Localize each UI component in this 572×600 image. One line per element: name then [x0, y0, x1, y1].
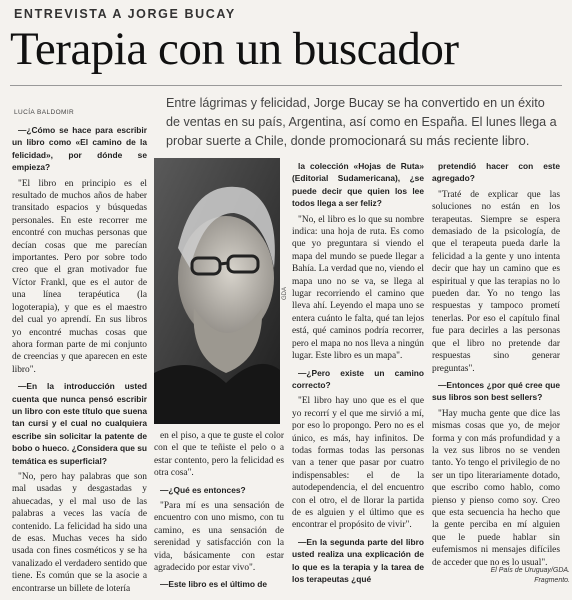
answer-paragraph: "Traté de explicar que las soluciones no están en los terapeutas. Siempre se espera demasiado de la psicología, de que el terapeuta pueda darle la felicidad a la gente y uno intenta decir que hay un camino que es espiritual y que las terapias no lo pueden dar. Yo no tengo las respuestas y tampoco prometí tenerlas. Por eso el capítulo final fue para decirles a las personas que el libro no pretende dar respuestas sino generar preguntas". [432, 189, 560, 374]
question-paragraph: —Entonces ¿por qué cree que sus libros son best sellers? [432, 379, 560, 403]
byline: LUCÍA BALDOMIR [14, 109, 75, 116]
column-3 [292, 160, 424, 589]
question-paragraph: —¿Cómo se hace para escribir un libro como «El camino de la felicidad», por dónde se empieza? [12, 125, 147, 173]
question-paragraph: —Este libro es el último de [160, 579, 268, 590]
answer-paragraph: "Hay mucha gente que dice las mismas cosas que yo, de mejor forma y con más profundidad y a la vez sus libros no se venden tanto. Yo tengo el privilegio de no ser un tipo literariamente dotado, que escribo como hablo, como pienso y pienso como soy. Creo que esta secuencia ha hecho que la gente perciba en mí alguien que le puede hablar sin eufemismos ni mensajes difíciles de acceder que no es lo usual". [432, 408, 560, 568]
author-photo [154, 158, 280, 424]
source-line-2: Fragmento. [534, 577, 570, 584]
answer-paragraph: "Para mí es una sensación de encuentro con uno mismo, con tu camino, es una sensación de serenidad y satisfacción con la vida, básicamente con estar agradecido por estar vivo". [154, 501, 284, 574]
source-line-1: El País de Uruguay/GDA. [490, 567, 570, 574]
answer-paragraph: "No, el libro es lo que su nombre indica: una hoja de ruta. Es como que yo preguntara si viendo el mapa del mundo se puede llegar a Bahía. La verdad que no, viendo el mapa uno no se va, se llega al lugar recorriendo el camino que lleva ahí. Leyendo el mapa uno se entera cuánto le falta, qué tan lejos está, qué caminos podría recorrer, pero el mapa no nos lleva a ningún lugar. Este libro es un mapa". [292, 214, 424, 362]
headline: Terapia con un buscador [10, 23, 459, 75]
answer-paragraph: "El libro en principio es el resultado de muchos años de haber transitado espacios y búsquedas personales. En este recorrer me encontré con muchas personas que decían cosas que me parecían importantes. Pero por sobre todo creo que el gran motivador fue Víctor Frankl, que es el autor de una línea terapéutica (la logoterapia), y que es el maestro del cual yo aprendí. En sus libros yo encontré muchas cosas que ahora forman parte de mi conjunto de creencias y que aparecen en este libro". [12, 178, 147, 375]
deck-intro: Entre lágrimas y felicidad, Jorge Bucay se ha convertido en un éxito de ventas en su país, Argentina, así como en España. El lunes llega a probar suerte a Chile, donde promocionará su más reciente libro. [166, 96, 557, 148]
question-paragraph: —En la segunda parte del libro usted realiza una explicación de lo que es la terapia y la tarea de los terapeutas ¿qué [292, 536, 424, 584]
question-paragraph: pretendió hacer con este agregado? [432, 161, 560, 184]
column-1 [12, 124, 147, 599]
question-paragraph: la colección «Hojas de Ruta» (Editorial Sudamericana), ¿se puede decir que quien los lee todos llega a ser feliz? [292, 161, 424, 209]
question-paragraph: —¿Pero existe un camino correcto? [292, 367, 424, 390]
column-2 [154, 430, 284, 595]
answer-paragraph: "El libro hay uno que es el que yo recorrí y el que me sirvió a mí, por eso lo propongo. Pero no es el único, es más, hay infinitos. De todas formas todas las personas van a tener que pasar por cuatro indispensables: el de la autodependencia, el del encuentro con el otro, el de llorar la partida de es alguien y el último que es encontrar el propósito de vivir". [292, 396, 424, 531]
source-note [460, 566, 570, 586]
divider [10, 85, 562, 86]
question-paragraph: —En la introducción usted cuenta que nunca pensó escribir un libro con este título que suena tan cursi y el cual no cualquiera escribe sin solicitar la patente de bobo o hueco. ¿Considera que su temática es superficial? [12, 381, 147, 466]
photo-credit: GDA [282, 286, 288, 300]
answer-paragraph: en el piso, a que te guste el color con el que te teñiste el pelo o a estar contento, pero la felicidad es otra cosa". [154, 431, 284, 479]
kicker: ENTREVISTA A JORGE BUCAY [14, 7, 236, 21]
question-paragraph: —¿Qué es entonces? [160, 484, 246, 495]
answer-paragraph: "No, pero hay palabras que son mal usadas y desgastadas y ahuecadas, y el mal uso de las palabras a veces las vacía de contenido. La felicidad ha sido una de esas. Muchas veces ha sido usada con fines cosméticos y se ha vanalizado el verdadero sentido que tiene. Es común que se la asocie a encontrarse un billete de lotería [12, 471, 147, 594]
column-4 [432, 160, 560, 573]
